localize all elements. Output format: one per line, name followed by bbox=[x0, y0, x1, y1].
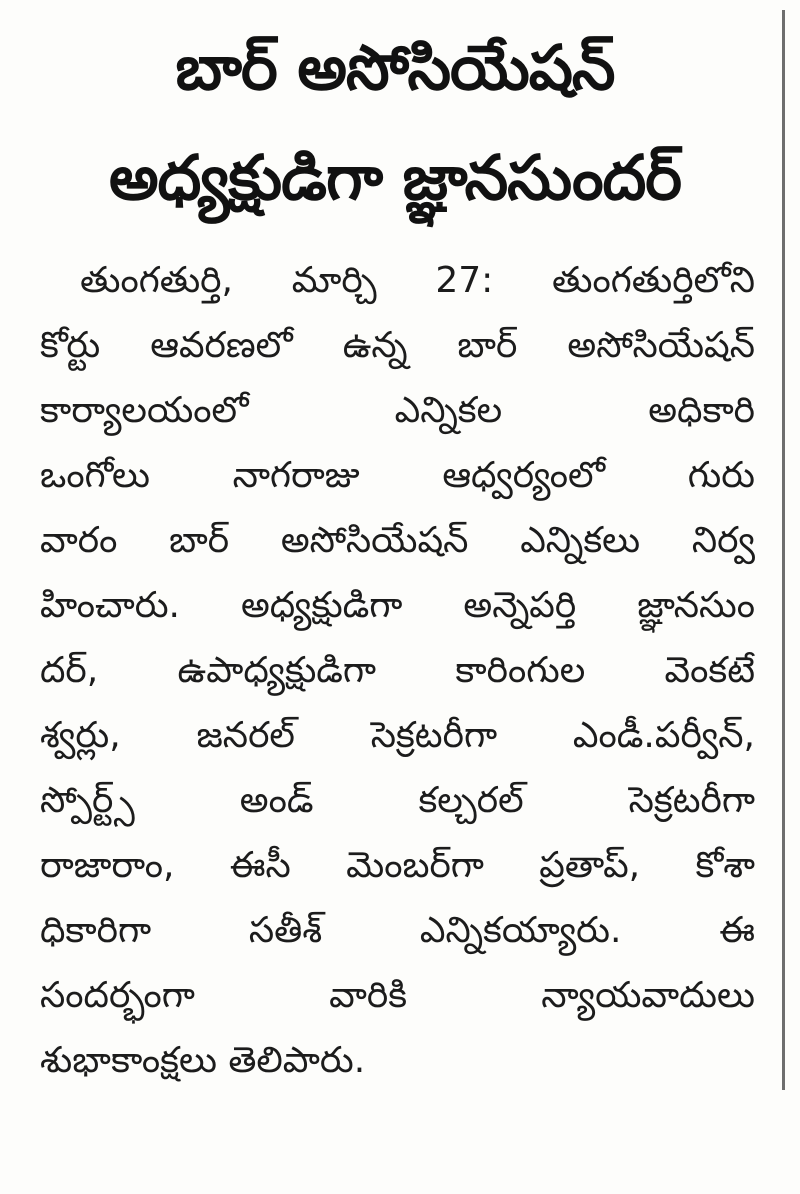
headline-line-2: అధ్యక్షుడిగా జ్ఞానసుందర్ bbox=[108, 141, 682, 214]
article-line: వారం బార్ అసోసియేషన్ ఎన్నికలు నిర్వ bbox=[40, 520, 755, 561]
article-line: కోర్టు ఆవరణలో ఉన్న బార్ అసోసియేషన్ bbox=[40, 325, 755, 366]
article-line: కార్యాలయంలో ఎన్నికల అధికారి bbox=[40, 390, 755, 431]
article-body bbox=[40, 248, 755, 1093]
article-line: సందర్భంగా వారికి న్యాయవాదులు bbox=[40, 975, 755, 1016]
article-line: శ్వర్లు, జనరల్ సెక్రటరీగా ఎండీ.పర్వీన్, bbox=[40, 715, 755, 756]
column-divider bbox=[782, 10, 785, 1090]
article-line-final: శుభాకాంక్షలు తెలిపారు. bbox=[40, 1040, 366, 1081]
headline-line-1: బార్ అసోసియేషన్ bbox=[175, 31, 615, 104]
article-line: స్పోర్ట్స్ అండ్ కల్చరల్ సెక్రటరీగా bbox=[40, 780, 755, 821]
article-line: రాజారాం, ఈసీ మెంబర్‌గా ప్రతాప్, కోశా bbox=[40, 845, 755, 886]
article-line: ధికారిగా సతీశ్ ఎన్నికయ్యారు. ఈ bbox=[40, 910, 755, 951]
article-line-dateline: తుంగతుర్తి, మార్చి 27: తుంగతుర్తిలోని bbox=[80, 260, 755, 301]
article-line: దర్, ఉపాధ్యక్షుడిగా కారింగుల వెంకటే bbox=[40, 650, 755, 691]
article-line: హించారు. అధ్యక్షుడిగా అన్నెపర్తి జ్ఞానసుం bbox=[40, 585, 755, 626]
article-line: ఒంగోలు నాగరాజు ఆధ్వర్యంలో గురు bbox=[40, 455, 755, 496]
